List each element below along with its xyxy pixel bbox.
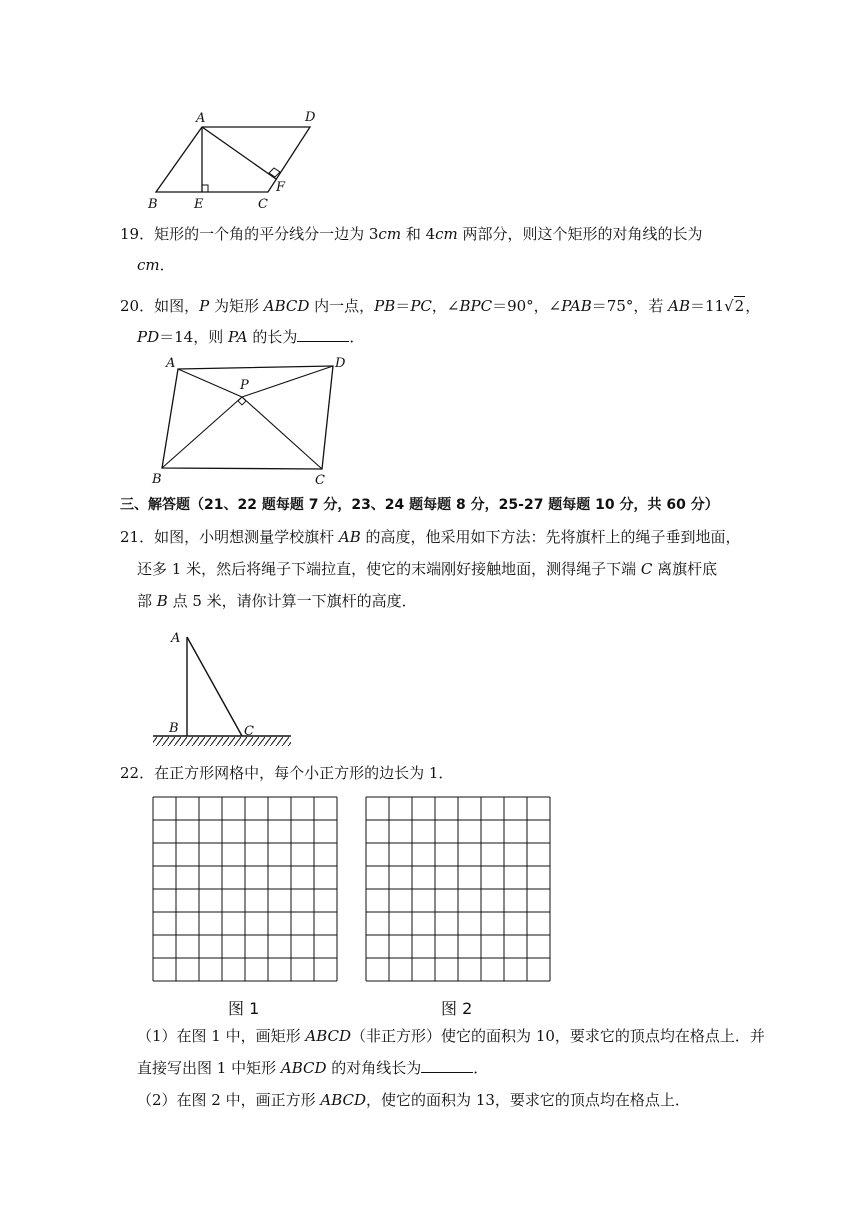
- grid-figure-1: [152, 796, 338, 982]
- question-22-line: 22．在正方形网格中，每个小正方形的边长为 1．: [120, 764, 454, 782]
- fig20-label-C: C: [315, 473, 325, 487]
- question-21-number: 21．: [120, 528, 155, 546]
- fig18-label-B: B: [148, 197, 158, 212]
- question-19-line-2: cm．: [137, 256, 175, 274]
- question-21-line-3: 部 B 点 5 米，请你计算一下旗杆的高度．: [137, 592, 417, 610]
- fig20-label-B: B: [152, 472, 162, 487]
- fig18-label-E: E: [194, 197, 204, 212]
- figure-q18-parallelogram: [140, 105, 340, 215]
- fig20-label-A: A: [166, 356, 176, 371]
- grid-figure-2: [365, 796, 551, 982]
- question-19-number: 19．: [120, 225, 155, 243]
- question-20-line-2: PD＝14，则 PA 的长为 ．: [137, 328, 365, 346]
- figure-q21-flagpole: [145, 625, 300, 755]
- figure-1-label: 图 1: [228, 999, 260, 1018]
- question-21-line-1: 21．如图，小明想测量学校旗杆 AB 的高度，他采用如下方法：先将旗杆上的绳子垂到地面，: [120, 528, 741, 546]
- fig18-label-C: C: [258, 197, 268, 212]
- figure-2-label: 图 2: [441, 999, 473, 1018]
- fig18-label-D: D: [305, 110, 316, 125]
- fig20-label-D: D: [335, 356, 346, 371]
- question-19-line-1: 19．矩形的一个角的平分线分一边为 3cm 和 4cm 两部分，则这个矩形的对角线的长为: [120, 225, 703, 243]
- fig21-label-A: A: [171, 631, 181, 646]
- question-22-number: 22．: [120, 764, 155, 782]
- question-20-line-1: 20．如图，P 为矩形 ABCD 内一点，PB＝PC，∠BPC＝90°，∠PAB＝75°，若 AB＝11√2，: [120, 297, 761, 315]
- question-22-part-1-line-1: （1）在图 1 中，画矩形 ABCD（非正方形）使它的面积为 10，要求它的顶点均在格点上．并: [137, 1027, 765, 1045]
- question-22-part-2: （2）在图 2 中，画正方形 ABCD，使它的面积为 13，要求它的顶点均在格点上．: [137, 1091, 690, 1109]
- sqrt-radicand: 2: [734, 297, 745, 315]
- question-20-number: 20．: [120, 297, 155, 315]
- fig21-label-C: C: [244, 724, 254, 739]
- fig20-label-P: P: [240, 378, 249, 393]
- answer-blank-q22: [421, 1071, 473, 1073]
- section-3-heading: 三、解答题（21、22 题每题 7 分，23、24 题每题 8 分，25-27 题每题 10 分，共 60 分）: [120, 497, 719, 513]
- fig18-label-A: A: [196, 111, 206, 126]
- question-22-part-1-line-2: 直接写出图 1 中矩形 ABCD 的对角线长为 ．: [137, 1059, 489, 1077]
- figure-q20-rectangle: [150, 352, 360, 487]
- answer-blank-q20: [297, 340, 349, 342]
- question-21-line-2: 还多 1 米，然后将绳子下端拉直，使它的末端刚好接触地面，测得绳子下端 C 离旗杆底: [137, 560, 718, 578]
- fig21-label-B: B: [169, 721, 179, 736]
- fig18-label-F: F: [276, 180, 286, 195]
- sqrt-symbol: √: [724, 297, 734, 315]
